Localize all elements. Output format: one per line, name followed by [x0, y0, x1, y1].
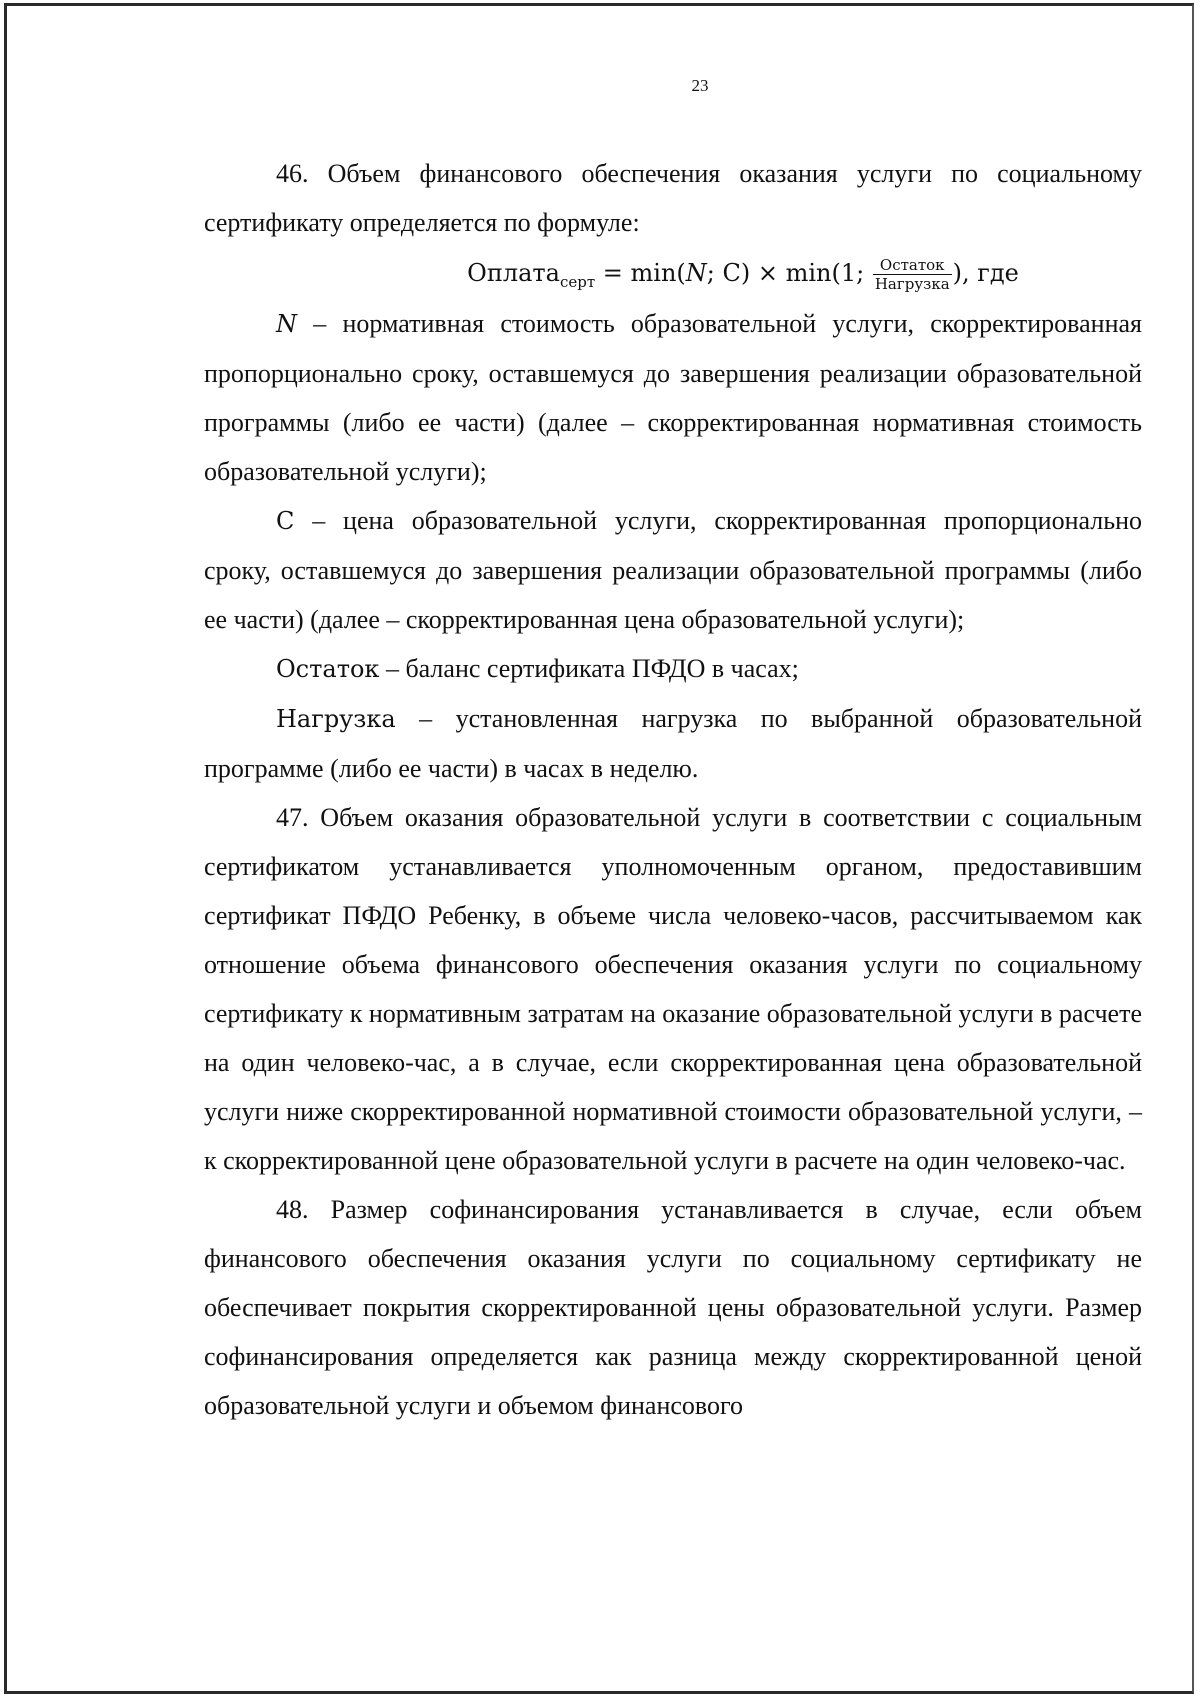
formula-lhs-subscript: серт [559, 273, 596, 291]
document-body [204, 149, 1142, 1430]
fraction-numerator: Остаток [873, 256, 952, 275]
formula-var-n: N [685, 259, 707, 287]
definition-ostatok-term: Остаток [276, 655, 380, 683]
paragraph-48: 48. Размер софинансирования устанавливается в случае, если объем финансового обеспечения оказания услуги по социальному сертификату не обеспечивает покрытия скорректированной цены образовательной услуги. Размер софинансирования определяется как разница между скорректированной ценой образовательной услуги и объемом финансового [204, 1195, 1142, 1420]
formula-equals-min: = min( [595, 259, 686, 287]
definition-c [204, 496, 1142, 644]
definition-ostatok [204, 644, 1142, 694]
definition-nagruzka-term: Нагрузка [276, 705, 396, 733]
definition-n [204, 299, 1142, 496]
payment-formula [204, 247, 1142, 299]
definition-ostatok-text: – баланс сертификата ПФДО в часах; [379, 654, 799, 683]
definition-nagruzka [204, 694, 1142, 793]
paragraph-46: 46. Объем финансового обеспечения оказания услуги по социальному сертификату определяется по формуле: [204, 159, 1142, 237]
definition-c-text: – цена образовательной услуги, скорректированная пропорционально сроку, оставшемуся до завершения реализации образовательной программы (либо ее части) (далее – скорректированная цена образовательной услуги); [204, 506, 1142, 634]
formula-sep: ; С) × min(1; [706, 259, 872, 287]
formula-close: ), [952, 259, 970, 287]
definition-n-text: – нормативная стоимость образовательной услуги, скорректированная пропорционально сроку, оставшемуся до завершения реализации образовательной программы (либо ее части) (далее – скорректированная нормативная стоимость образовательной услуги); [204, 309, 1142, 486]
formula-lhs: Оплата [467, 259, 560, 287]
fraction-denominator: Нагрузка [874, 275, 950, 293]
definition-nagruzka-text: – установленная нагрузка по выбранной образовательной программе (либо ее части) в часах в неделю. [204, 704, 1142, 783]
formula-where: где [969, 259, 1019, 287]
paragraph-47: 47. Объем оказания образовательной услуги в соответствии с социальным сертификатом устанавливается уполномоченным органом, предоставившим сертификат ПФДО Ребенку, в объеме числа человеко-часов, рассчитываемом как отношение объема финансового обеспечения оказания услуги по социальному сертификату к нормативным затратам на оказание образовательной услуги в расчете на один человеко-час, а в случае, если скорректированная цена образовательной услуги ниже скорректированной нормативной стоимости образовательной услуги, – к скорректированной цене образовательной услуги в расчете на один человеко-час. [204, 803, 1142, 1175]
definition-c-term: С [276, 507, 295, 535]
definition-n-term: N [276, 310, 297, 338]
formula-fraction [873, 256, 952, 293]
page-number: 23 [691, 76, 709, 95]
